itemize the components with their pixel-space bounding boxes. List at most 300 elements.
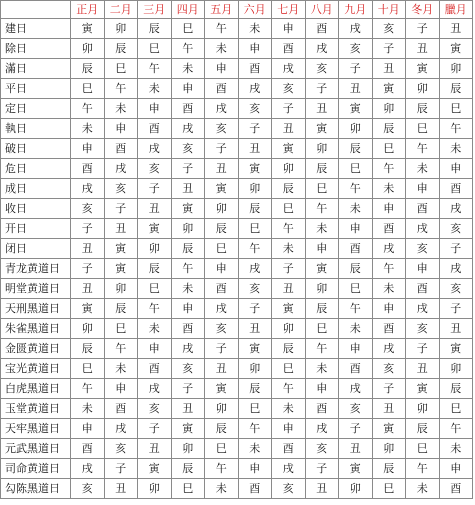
branch-cell: 卯 (272, 159, 306, 179)
branch-cell: 午 (104, 79, 138, 99)
branch-cell: 戌 (372, 339, 406, 359)
branch-cell: 亥 (272, 479, 306, 499)
branch-cell: 戌 (71, 179, 105, 199)
branch-cell: 巳 (138, 39, 172, 59)
branch-cell: 寅 (71, 19, 105, 39)
branch-cell: 申 (205, 59, 239, 79)
branch-cell: 申 (238, 39, 272, 59)
branch-cell: 亥 (272, 79, 306, 99)
branch-cell: 卯 (406, 399, 440, 419)
branch-cell: 酉 (104, 399, 138, 419)
branch-cell: 戌 (171, 339, 205, 359)
branch-cell: 未 (205, 479, 239, 499)
branch-cell: 寅 (104, 239, 138, 259)
table-row (1, 59, 473, 79)
branch-cell: 辰 (171, 459, 205, 479)
branch-cell: 辰 (339, 259, 373, 279)
branch-cell: 戌 (71, 459, 105, 479)
branch-cell: 辰 (171, 239, 205, 259)
branch-cell: 申 (238, 459, 272, 479)
branch-cell: 卯 (238, 359, 272, 379)
branch-cell: 申 (272, 19, 306, 39)
branch-cell: 子 (439, 239, 473, 259)
branch-cell: 寅 (238, 339, 272, 359)
branch-cell: 酉 (372, 319, 406, 339)
branch-cell: 丑 (205, 359, 239, 379)
branch-cell: 酉 (339, 359, 373, 379)
branch-cell: 寅 (439, 339, 473, 359)
branch-cell: 亥 (406, 239, 440, 259)
branch-cell: 申 (104, 379, 138, 399)
table-row (1, 339, 473, 359)
branch-cell: 子 (406, 19, 440, 39)
branch-cell: 未 (339, 199, 373, 219)
branch-cell: 卯 (439, 59, 473, 79)
day-type-label: 滿日 (1, 59, 71, 79)
branch-cell: 辰 (305, 159, 339, 179)
branch-cell: 丑 (171, 399, 205, 419)
branch-cell: 辰 (439, 379, 473, 399)
branch-cell: 巳 (104, 319, 138, 339)
branch-cell: 巳 (205, 239, 239, 259)
branch-cell: 申 (305, 379, 339, 399)
branch-cell: 丑 (439, 19, 473, 39)
table-row (1, 419, 473, 439)
branch-cell: 午 (138, 59, 172, 79)
branch-cell: 酉 (138, 119, 172, 139)
table-row (1, 219, 473, 239)
branch-cell: 戌 (372, 239, 406, 259)
branch-cell: 戌 (272, 459, 306, 479)
branch-cell: 丑 (171, 179, 205, 199)
branch-cell: 子 (372, 39, 406, 59)
table-row (1, 379, 473, 399)
branch-cell: 酉 (372, 219, 406, 239)
branch-cell: 寅 (339, 99, 373, 119)
branch-cell: 子 (339, 59, 373, 79)
branch-cell: 申 (171, 299, 205, 319)
branch-cell: 辰 (372, 119, 406, 139)
branch-cell: 寅 (171, 199, 205, 219)
month-header: 二月 (104, 1, 138, 19)
branch-cell: 酉 (305, 399, 339, 419)
branch-cell: 巳 (71, 79, 105, 99)
month-header: 五月 (205, 1, 239, 19)
branch-cell: 戌 (305, 39, 339, 59)
table-row (1, 79, 473, 99)
branch-cell: 酉 (272, 39, 306, 59)
branch-cell: 巳 (205, 439, 239, 459)
branch-cell: 辰 (205, 419, 239, 439)
branch-cell: 未 (71, 399, 105, 419)
branch-cell: 午 (339, 299, 373, 319)
branch-cell: 申 (406, 259, 440, 279)
table-row (1, 19, 473, 39)
branch-cell: 卯 (339, 119, 373, 139)
branch-cell: 卯 (71, 39, 105, 59)
branch-cell: 丑 (138, 439, 172, 459)
branch-cell: 寅 (305, 119, 339, 139)
month-header: 七月 (272, 1, 306, 19)
branch-cell: 午 (138, 299, 172, 319)
branch-cell: 子 (305, 459, 339, 479)
branch-cell: 寅 (138, 459, 172, 479)
branch-cell: 酉 (138, 359, 172, 379)
table-row (1, 159, 473, 179)
branch-cell: 巳 (339, 159, 373, 179)
branch-cell: 亥 (439, 219, 473, 239)
branch-cell: 午 (406, 139, 440, 159)
day-type-label: 白虎黑道日 (1, 379, 71, 399)
branch-cell: 申 (205, 259, 239, 279)
branch-cell: 子 (372, 379, 406, 399)
month-header: 正月 (71, 1, 105, 19)
branch-cell: 午 (439, 419, 473, 439)
branch-cell: 辰 (138, 259, 172, 279)
branch-cell: 午 (238, 239, 272, 259)
branch-cell: 申 (171, 79, 205, 99)
branch-cell: 辰 (205, 219, 239, 239)
branch-cell: 酉 (171, 99, 205, 119)
branch-cell: 酉 (272, 439, 306, 459)
branch-cell: 申 (439, 459, 473, 479)
branch-cell: 辰 (272, 179, 306, 199)
table-row (1, 99, 473, 119)
branch-cell: 未 (238, 19, 272, 39)
branch-cell: 辰 (305, 299, 339, 319)
table-row (1, 319, 473, 339)
month-header: 臘月 (439, 1, 473, 19)
table-row (1, 479, 473, 499)
day-type-label: 平日 (1, 79, 71, 99)
month-header: 四月 (171, 1, 205, 19)
branch-cell: 亥 (305, 59, 339, 79)
branch-cell: 戌 (238, 259, 272, 279)
day-type-label: 除日 (1, 39, 71, 59)
branch-cell: 未 (238, 439, 272, 459)
day-type-label: 收日 (1, 199, 71, 219)
day-type-label: 司命黄道日 (1, 459, 71, 479)
month-header: 六月 (238, 1, 272, 19)
branch-cell: 午 (71, 99, 105, 119)
branch-cell: 辰 (238, 199, 272, 219)
branch-cell: 戌 (406, 219, 440, 239)
table-row (1, 359, 473, 379)
branch-cell: 巳 (372, 139, 406, 159)
day-type-label: 天牢黑道日 (1, 419, 71, 439)
branch-cell: 子 (138, 419, 172, 439)
branch-cell: 辰 (272, 339, 306, 359)
branch-cell: 辰 (104, 299, 138, 319)
branch-cell: 丑 (406, 39, 440, 59)
branch-cell: 卯 (339, 479, 373, 499)
branch-cell: 巳 (406, 119, 440, 139)
branch-cell: 丑 (104, 479, 138, 499)
branch-cell: 辰 (238, 379, 272, 399)
branch-cell: 寅 (205, 179, 239, 199)
table-row (1, 139, 473, 159)
branch-cell: 午 (104, 339, 138, 359)
table-row (1, 179, 473, 199)
branch-cell: 申 (71, 139, 105, 159)
day-type-label: 成日 (1, 179, 71, 199)
branch-cell: 酉 (104, 139, 138, 159)
branch-cell: 子 (138, 179, 172, 199)
corner-cell (1, 1, 71, 19)
table-row (1, 259, 473, 279)
branch-cell: 酉 (406, 279, 440, 299)
branch-cell: 申 (138, 339, 172, 359)
branch-cell: 未 (406, 159, 440, 179)
branch-cell: 卯 (439, 359, 473, 379)
branch-cell: 寅 (238, 159, 272, 179)
branch-cell: 寅 (171, 419, 205, 439)
branch-cell: 寅 (272, 299, 306, 319)
month-header: 十月 (372, 1, 406, 19)
branch-cell: 亥 (138, 159, 172, 179)
branch-cell: 酉 (339, 239, 373, 259)
branch-cell: 巳 (171, 19, 205, 39)
branch-cell: 巳 (171, 479, 205, 499)
branch-cell: 亥 (406, 319, 440, 339)
branch-cell: 寅 (406, 59, 440, 79)
branch-cell: 午 (205, 19, 239, 39)
branch-cell: 亥 (71, 479, 105, 499)
branch-cell: 丑 (272, 119, 306, 139)
branch-cell: 辰 (71, 339, 105, 359)
branch-cell: 子 (71, 219, 105, 239)
branch-cell: 丑 (305, 99, 339, 119)
branch-cell: 申 (339, 219, 373, 239)
branch-cell: 子 (339, 419, 373, 439)
branch-cell: 亥 (439, 279, 473, 299)
branch-cell: 申 (305, 239, 339, 259)
branch-cell: 丑 (372, 399, 406, 419)
branch-cell: 巳 (272, 199, 306, 219)
branch-cell: 寅 (372, 419, 406, 439)
branch-cell: 丑 (71, 239, 105, 259)
branch-cell: 戌 (339, 19, 373, 39)
branch-cell: 巳 (138, 279, 172, 299)
header-row (1, 1, 473, 19)
branch-cell: 丑 (339, 439, 373, 459)
branch-cell: 寅 (272, 139, 306, 159)
day-type-label: 明堂黄道日 (1, 279, 71, 299)
branch-cell: 丑 (205, 159, 239, 179)
branch-cell: 巳 (238, 219, 272, 239)
branch-cell: 亥 (238, 279, 272, 299)
branch-cell: 未 (305, 219, 339, 239)
branch-cell: 申 (339, 339, 373, 359)
branch-cell: 午 (439, 119, 473, 139)
branch-cell: 子 (305, 79, 339, 99)
branch-cell: 午 (171, 39, 205, 59)
branch-cell: 午 (305, 339, 339, 359)
branch-cell: 申 (272, 419, 306, 439)
branch-cell: 午 (71, 379, 105, 399)
branch-cell: 未 (372, 179, 406, 199)
day-type-label: 執日 (1, 119, 71, 139)
branch-cell: 子 (238, 299, 272, 319)
branch-cell: 未 (171, 279, 205, 299)
branch-cell: 巳 (439, 99, 473, 119)
branch-cell: 辰 (372, 459, 406, 479)
table-row (1, 459, 473, 479)
day-type-label: 元武黑道日 (1, 439, 71, 459)
branch-cell: 酉 (238, 479, 272, 499)
branch-cell: 午 (305, 199, 339, 219)
branch-cell: 午 (205, 459, 239, 479)
branch-cell: 寅 (406, 379, 440, 399)
branch-cell: 午 (372, 159, 406, 179)
branch-cell: 未 (205, 39, 239, 59)
branch-cell: 戌 (205, 299, 239, 319)
branch-cell: 辰 (104, 39, 138, 59)
branch-cell: 亥 (305, 439, 339, 459)
branch-cell: 申 (71, 419, 105, 439)
branch-cell: 子 (171, 159, 205, 179)
branch-cell: 卯 (171, 439, 205, 459)
branch-cell: 丑 (138, 199, 172, 219)
table-row (1, 299, 473, 319)
branch-cell: 未 (138, 319, 172, 339)
branch-cell: 巳 (104, 59, 138, 79)
day-type-label: 定日 (1, 99, 71, 119)
branch-cell: 未 (71, 119, 105, 139)
branch-cell: 子 (205, 339, 239, 359)
branch-cell: 午 (272, 379, 306, 399)
branch-cell: 丑 (305, 479, 339, 499)
branch-cell: 戌 (272, 59, 306, 79)
branch-cell: 未 (138, 79, 172, 99)
table-row (1, 399, 473, 419)
branch-cell: 卯 (372, 99, 406, 119)
branch-cell: 午 (238, 419, 272, 439)
branch-cell: 丑 (372, 59, 406, 79)
branch-cell: 巳 (372, 479, 406, 499)
branch-cell: 戌 (138, 379, 172, 399)
branch-cell: 酉 (406, 199, 440, 219)
branch-cell: 午 (171, 259, 205, 279)
branch-cell: 巳 (305, 319, 339, 339)
day-type-label: 青龙黄道日 (1, 259, 71, 279)
branch-cell: 巳 (439, 399, 473, 419)
day-type-label: 破日 (1, 139, 71, 159)
branch-cell: 丑 (339, 79, 373, 99)
branch-cell: 卯 (104, 279, 138, 299)
branch-cell: 未 (272, 399, 306, 419)
branch-cell: 卯 (171, 219, 205, 239)
branch-cell: 寅 (138, 219, 172, 239)
branch-cell: 卯 (305, 279, 339, 299)
table-row (1, 119, 473, 139)
branch-cell: 子 (71, 259, 105, 279)
branch-cell: 酉 (439, 479, 473, 499)
branch-cell: 申 (372, 199, 406, 219)
branch-cell: 酉 (71, 439, 105, 459)
day-type-label: 朱雀黑道日 (1, 319, 71, 339)
branch-cell: 戌 (238, 79, 272, 99)
branch-cell: 亥 (104, 179, 138, 199)
branch-cell: 寅 (104, 259, 138, 279)
branch-cell: 子 (272, 259, 306, 279)
table-row (1, 199, 473, 219)
branch-cell: 巳 (71, 359, 105, 379)
branch-cell: 辰 (339, 139, 373, 159)
branch-cell: 卯 (138, 479, 172, 499)
branch-cell: 申 (138, 99, 172, 119)
branch-cell: 亥 (372, 359, 406, 379)
branch-cell: 酉 (71, 159, 105, 179)
branch-cell: 巳 (339, 279, 373, 299)
branch-cell: 亥 (171, 139, 205, 159)
day-type-label: 开日 (1, 219, 71, 239)
branch-cell: 戌 (205, 99, 239, 119)
branch-cell: 午 (406, 459, 440, 479)
branch-cell: 未 (104, 99, 138, 119)
branch-cell: 巳 (305, 179, 339, 199)
day-type-label: 天刑黑道日 (1, 299, 71, 319)
branch-cell: 丑 (238, 139, 272, 159)
branch-cell: 戌 (439, 199, 473, 219)
branch-cell: 卯 (272, 319, 306, 339)
day-type-label: 危日 (1, 159, 71, 179)
branch-cell: 戌 (171, 119, 205, 139)
branch-cell: 卯 (305, 139, 339, 159)
month-header: 八月 (305, 1, 339, 19)
branch-cell: 戌 (406, 299, 440, 319)
branch-cell: 卯 (104, 19, 138, 39)
branch-cell: 卯 (406, 79, 440, 99)
branch-cell: 寅 (339, 459, 373, 479)
branch-cell: 未 (439, 139, 473, 159)
branch-cell: 亥 (171, 359, 205, 379)
day-type-label: 勾陈黑道日 (1, 479, 71, 499)
branch-cell: 辰 (406, 99, 440, 119)
branch-cell: 子 (406, 339, 440, 359)
branch-cell: 亥 (138, 399, 172, 419)
table-row (1, 279, 473, 299)
branch-cell: 卯 (138, 239, 172, 259)
table-row (1, 439, 473, 459)
month-header: 九月 (339, 1, 373, 19)
branch-cell: 寅 (439, 39, 473, 59)
branch-cell: 辰 (138, 19, 172, 39)
branch-cell: 丑 (104, 219, 138, 239)
branch-cell: 午 (272, 219, 306, 239)
branch-cell: 未 (305, 359, 339, 379)
branch-cell: 未 (372, 279, 406, 299)
branch-cell: 丑 (439, 319, 473, 339)
branch-cell: 巳 (272, 359, 306, 379)
branch-cell: 申 (406, 179, 440, 199)
branch-cell: 亥 (205, 319, 239, 339)
branch-cell: 子 (272, 99, 306, 119)
branch-cell: 酉 (205, 79, 239, 99)
branch-cell: 戌 (339, 379, 373, 399)
branch-cell: 寅 (205, 379, 239, 399)
branch-cell: 未 (272, 239, 306, 259)
branch-cell: 未 (406, 479, 440, 499)
day-type-label: 玉堂黄道日 (1, 399, 71, 419)
branch-cell: 寅 (305, 259, 339, 279)
branch-cell: 酉 (171, 319, 205, 339)
branch-cell: 未 (171, 59, 205, 79)
branch-cell: 亥 (372, 19, 406, 39)
branch-cell: 酉 (305, 19, 339, 39)
branch-cell: 卯 (205, 199, 239, 219)
branch-cell: 卯 (205, 399, 239, 419)
